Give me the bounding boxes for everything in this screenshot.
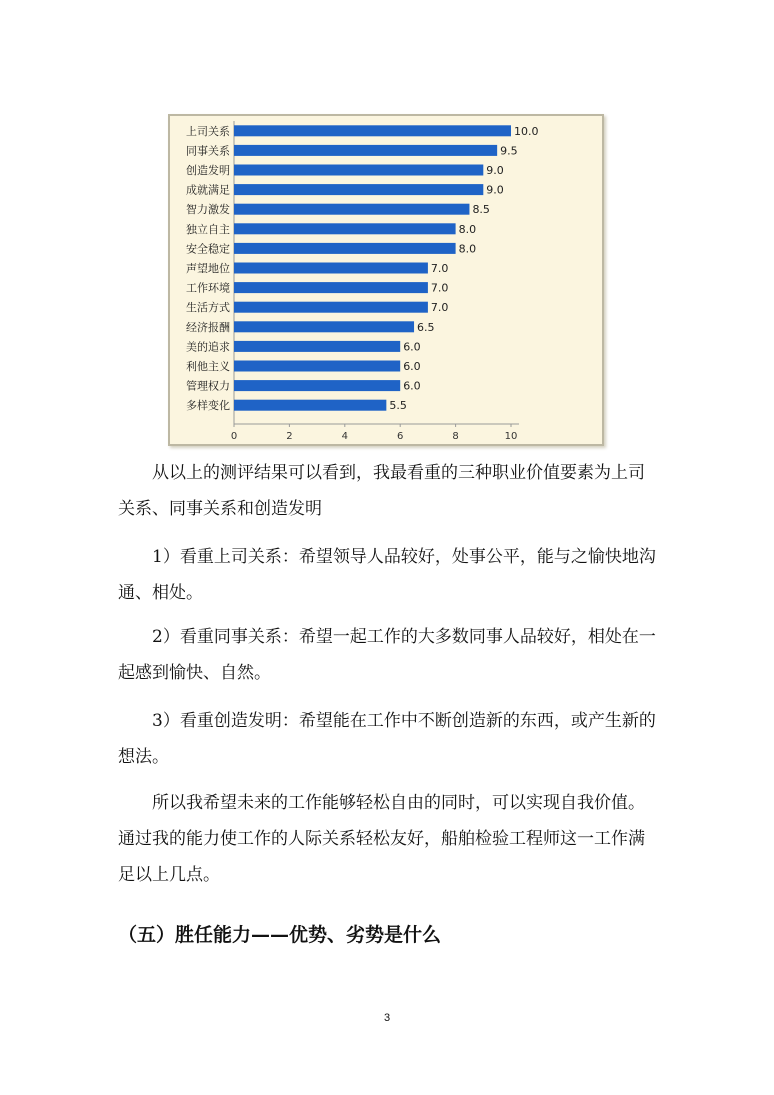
chart-bar — [234, 243, 456, 254]
value-label: 6.0 — [403, 360, 421, 373]
value-label: 8.0 — [458, 222, 477, 236]
category-label: 多样变化 — [186, 399, 230, 413]
x-tick-label: 4 — [341, 431, 348, 442]
value-label: 9.5 — [500, 144, 518, 158]
value-label: 9.0 — [486, 183, 504, 197]
chart-bar — [234, 145, 497, 156]
chart-bar — [234, 125, 511, 136]
x-tick-label: 10 — [504, 431, 518, 442]
x-tick-label: 8 — [452, 431, 459, 442]
paragraph-conclusion: 所以我希望未来的工作能够轻松自由的同时，可以实现自我价值。通过我的能力使工作的人际关系轻松友好，船舶检验工程师这一工作满足以上几点。 — [118, 793, 645, 885]
category-label: 同事关系 — [186, 144, 230, 158]
value-label: 8.5 — [472, 203, 490, 217]
category-label: 安全稳定 — [186, 242, 230, 256]
value-label: 7.0 — [430, 262, 449, 275]
category-label: 成就满足 — [186, 183, 230, 197]
chart-bar — [234, 361, 400, 372]
value-chart — [168, 114, 604, 446]
value-label: 10.0 — [514, 124, 539, 138]
category-label: 智力激发 — [186, 203, 230, 217]
category-label: 经济报酬 — [186, 320, 230, 334]
value-label: 6.0 — [403, 379, 421, 393]
category-label: 利他主义 — [186, 360, 230, 373]
category-label: 创造发明 — [186, 164, 230, 177]
category-label: 生活方式 — [186, 301, 230, 315]
value-label: 8.0 — [458, 242, 477, 256]
chart-bar — [234, 282, 428, 293]
section-heading: （五）胜任能力——优势、劣势是什么 — [118, 924, 442, 946]
chart-bar — [234, 400, 386, 411]
x-tick-label: 0 — [230, 431, 238, 442]
paragraph-summary: 从以上的测评结果可以看到，我最看重的三种职业价值要素为上司关系、同事关系和创造发明 — [118, 463, 645, 519]
chart-bar — [234, 302, 428, 313]
value-label: 9.0 — [486, 164, 504, 177]
chart-bar — [234, 341, 400, 352]
chart-bar — [234, 165, 483, 176]
value-label: 6.5 — [417, 320, 435, 334]
chart-bar — [234, 321, 414, 332]
value-label: 5.5 — [389, 399, 407, 413]
chart-bar — [234, 263, 428, 274]
category-label: 独立自主 — [186, 222, 230, 236]
category-label: 声望地位 — [186, 262, 230, 275]
chart-bar — [234, 223, 456, 234]
value-label: 7.0 — [430, 301, 449, 315]
category-label: 工作环境 — [186, 281, 230, 295]
bar-chart-svg — [170, 116, 602, 444]
chart-bar — [234, 204, 469, 215]
paragraph-point-3: 3）看重创造发明：希望能在工作中不断创造新的东西，或产生新的想法。 — [118, 711, 656, 767]
paragraph-point-2: 2）看重同事关系：希望一起工作的大多数同事人品较好，相处在一起感到愉快、自然。 — [118, 627, 656, 683]
chart-bar — [234, 184, 483, 195]
category-label: 管理权力 — [186, 379, 230, 393]
value-label: 6.0 — [403, 340, 421, 354]
paragraph-point-1: 1）看重上司关系：希望领导人品较好，处事公平，能与之愉快地沟通、相处。 — [118, 547, 656, 603]
x-tick-label: 6 — [397, 431, 404, 442]
page-number: 3 — [383, 1012, 391, 1024]
value-label: 7.0 — [430, 281, 449, 295]
category-label: 上司关系 — [186, 124, 230, 138]
x-tick-label: 2 — [286, 431, 293, 442]
category-label: 美的追求 — [186, 340, 230, 354]
chart-bar — [234, 380, 400, 391]
